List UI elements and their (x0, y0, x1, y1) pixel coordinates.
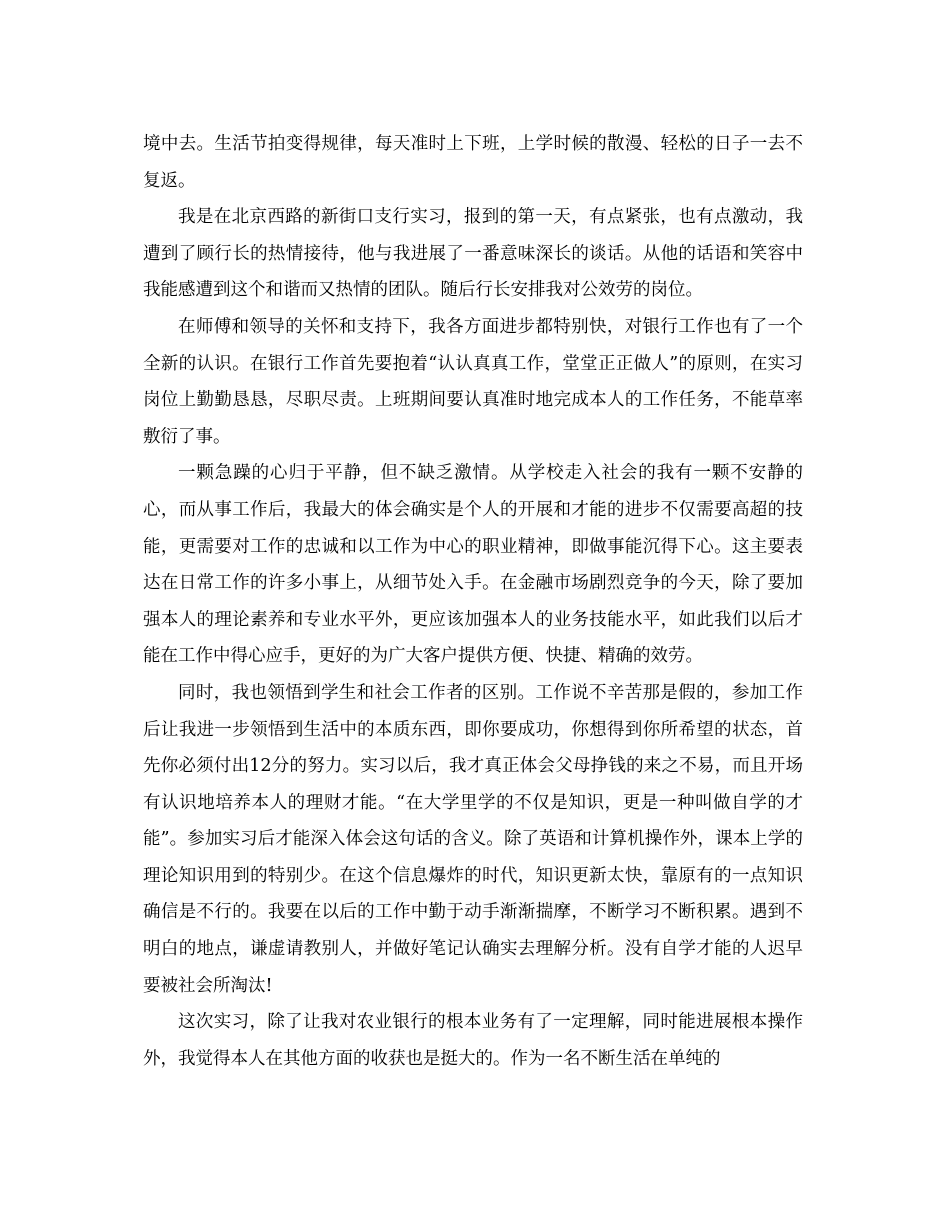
paragraph: 同时，我也领悟到学生和社会工作者的区别。工作说不辛苦那是假的，参加工作后让我进一步领悟到生活中的本质东西，即你要成功，你想得到你所希望的状态，首先你必须付出12分的努力。实习以后，我才真正体会父母挣钱的来之不易，而且开场有认识地培养本人的理财才能。“在大学里学的不仅是知识，更是一种叫做自学的才能”。参加实习后才能深入体会这句话的含义。除了英语和计算机操作外，课本上学的理论知识用到的特别少。在这个信息爆炸的时代，知识更新太快，靠原有的一点知识确信是不行的。我要在以后的工作中勤于动手渐渐揣摩，不断学习不断积累。遇到不明白的地点，谦虚请教别人，并做好笔记认确实去理解分析。没有自学才能的人迟早要被社会所淘汰! (143, 682, 803, 996)
paragraph: 我是在北京西路的新街口支行实习，报到的第一天，有点紧张，也有点激动，我遭到了顾行长的热情接待，他与我进展了一番意味深长的谈话。从他的话语和笑容中我能感遭到这个和谐而又热情的团队。随后行长安排我对公效劳的岗位。 (143, 207, 803, 301)
paragraph: 境中去。生活节拍变得规律，每天准时上下班，上学时候的散漫、轻松的日子一去不复返。 (143, 134, 803, 191)
paragraph: 这次实习，除了让我对农业银行的根本业务有了一定理解，同时能进展根本操作外，我觉得本人在其他方面的收获也是挺大的。作为一名不断生活在单纯的 (143, 1012, 803, 1069)
paragraph: 一颗急躁的心归于平静，但不缺乏激情。从学校走入社会的我有一颗不安静的心，而从事工作后，我最大的体会确实是个人的开展和才能的进步不仅需要高超的技能，更需要对工作的忠诚和以工作为中心的职业精神，即做事能沉得下心。这主要表达在日常工作的许多小事上，从细节处入手。在金融市场剧烈竞争的今天，除了要加强本人的理论素养和专业水平外，更应该加强本人的业务技能水平，如此我们以后才能在工作中得心应手，更好的为广大客户提供方便、快捷、精确的效劳。 (143, 463, 803, 667)
paragraph: 在师傅和领导的关怀和支持下，我各方面进步都特别快，对银行工作也有了一个全新的认识。在银行工作首先要抱着“认认真真工作，堂堂正正做人”的原则，在实习岗位上勤勤恳恳，尽职尽责。上班期间要认真准时地完成本人的工作任务，不能草率敷衍了事。 (143, 316, 803, 447)
document-body (143, 126, 803, 1077)
